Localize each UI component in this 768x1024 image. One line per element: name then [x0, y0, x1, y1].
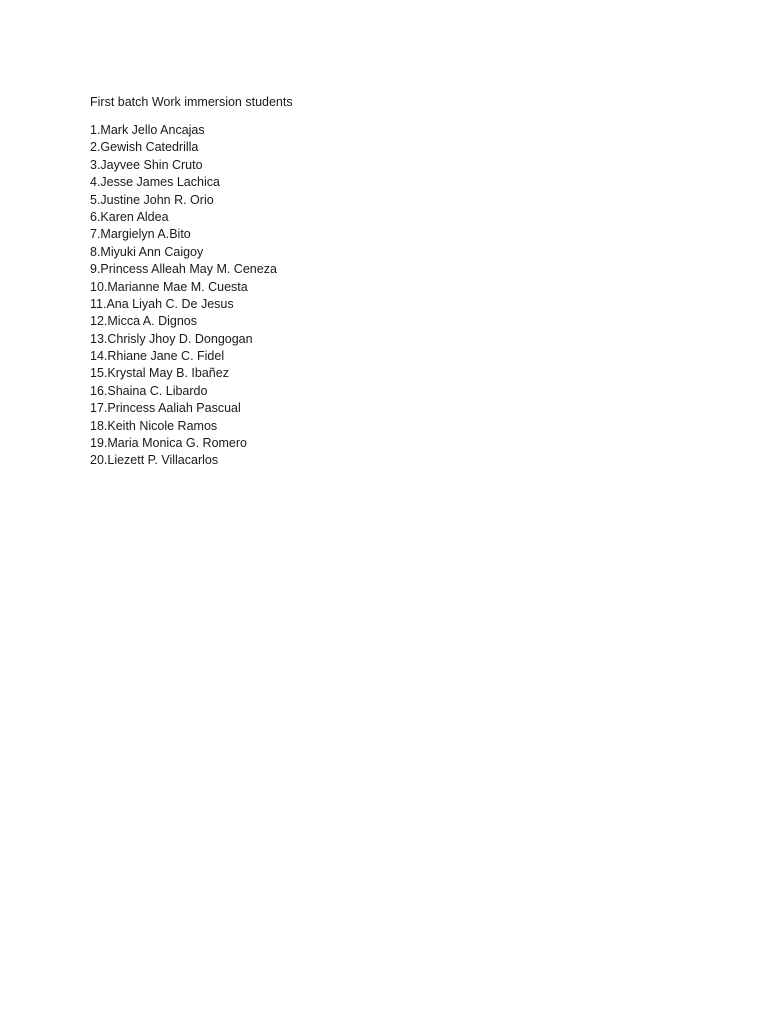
document-title: First batch Work immersion students [90, 95, 293, 109]
list-item: 16.Shaina C. Libardo [90, 383, 208, 398]
list-item: 3.Jayvee Shin Cruto [90, 157, 203, 172]
list-item: 9.Princess Alleah May M. Ceneza [90, 262, 277, 277]
list-item: 10.Marianne Mae M. Cuesta [90, 279, 248, 294]
list-item: 7.Margielyn A.Bito [90, 227, 191, 242]
list-item: 1.Mark Jello Ancajas [90, 123, 205, 137]
list-item: 2.Gewish Catedrilla [90, 140, 199, 155]
list-item: 20.Liezett P. Villacarlos [90, 453, 219, 468]
student-list [90, 122, 690, 470]
list-item: 8.Miyuki Ann Caigoy [90, 244, 204, 259]
list-item: 14.Rhiane Jane C. Fidel [90, 349, 225, 364]
list-item: 11.Ana Liyah C. De Jesus [90, 296, 234, 311]
list-item: 4.Jesse James Lachica [90, 175, 220, 190]
list-item: 18.Keith Nicole Ramos [90, 418, 218, 433]
list-item: 5.Justine John R. Orio [90, 192, 214, 207]
list-item: 17.Princess Aaliah Pascual [90, 401, 241, 416]
list-item: 13.Chrisly Jhoy D. Dongogan [90, 331, 253, 346]
list-item: 19.Maria Monica G. Romero [90, 436, 248, 451]
document-body [90, 94, 690, 470]
list-item: 6.Karen Aldea [90, 209, 169, 224]
list-item: 12.Micca A. Dignos [90, 314, 197, 329]
list-item: 15.Krystal May B. Ibañez [90, 366, 229, 381]
